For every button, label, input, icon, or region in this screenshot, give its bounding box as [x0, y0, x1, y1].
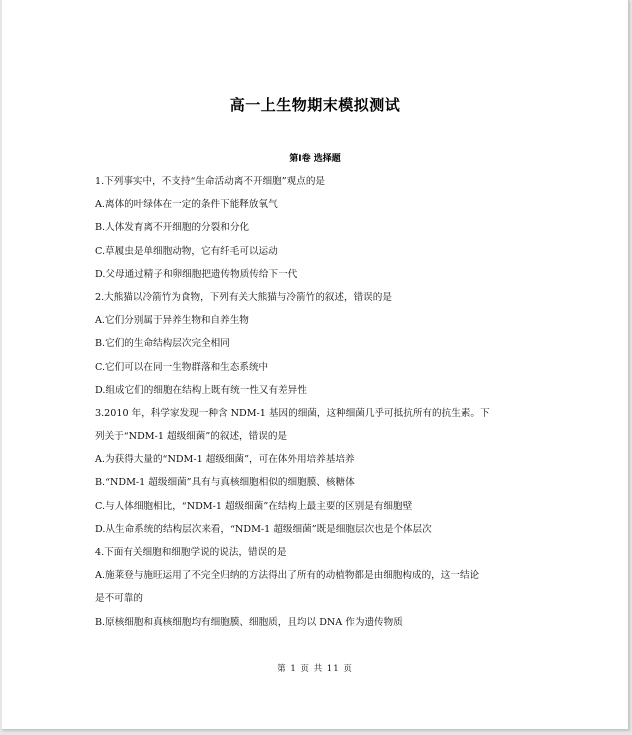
question-line: A.为获得大量的“NDM-1 超级细菌”，可在体外用培养基培养 [95, 454, 355, 466]
question-line: A.施莱登与施旺运用了不完全归纳的方法得出了所有的动植物都是由细胞构成的，这一结论 [95, 570, 480, 582]
question-line: B.它们的生命结构层次完全相同 [95, 338, 230, 350]
question-line: D.组成它们的细胞在结构上既有统一性又有差异性 [95, 384, 307, 396]
question-line: 3.2010 年，科学家发现一种含 NDM-1 基因的细菌，这种细菌几乎可抵抗所有的抗生素。下 [95, 407, 490, 419]
document-page [2, 0, 629, 730]
question-line: C.草履虫是单细胞动物，它有纤毛可以运动 [95, 245, 278, 257]
question-line: D.从生命系统的结构层次来看，“NDM-1 超级细菌”既是细胞层次也是个体层次 [95, 523, 432, 535]
question-list [95, 175, 535, 639]
page-footer: 第 1 页 共 11 页 [277, 664, 353, 674]
question-line: 4.下面有关细胞和细胞学说的说法，错误的是 [95, 547, 287, 558]
question-line: 1.下列事实中，不支持“生命活动离不开细胞”观点的是 [95, 176, 326, 187]
question-line: 2.大熊猫以冷箭竹为食物，下列有关大熊猫与冷箭竹的叙述，错误的是 [95, 291, 392, 303]
question-line: 列关于“NDM-1 超级细菌”的叙述，错误的是 [95, 431, 288, 443]
section-heading: 第Ⅰ卷 选择题 [289, 154, 341, 164]
question-line: C.它们可以在同一生物群落和生态系统中 [95, 361, 269, 373]
question-line: C.与人体细胞相比，“NDM-1 超级细菌”在结构上最主要的区别是有细胞壁 [95, 500, 413, 512]
question-line: A.离体的叶绿体在一定的条件下能释放氧气 [95, 199, 278, 211]
question-line: B.人体发育离不开细胞的分裂和分化 [95, 222, 250, 234]
question-line: A.它们分别属于异养生物和自养生物 [95, 315, 249, 327]
question-line: D.父母通过精子和卵细胞把遗传物质传给下一代 [95, 268, 298, 280]
question-line: 是不可靠的 [95, 593, 143, 605]
question-line: B.“NDM-1 超级细菌”具有与真核细胞相似的细胞膜、核糖体 [95, 477, 355, 489]
document-title: 高一上生物期末模拟测试 [229, 96, 401, 114]
question-line: B.原核细胞和真核细胞均有细胞膜、细胞质，且均以 DNA 作为遗传物质 [95, 616, 403, 628]
